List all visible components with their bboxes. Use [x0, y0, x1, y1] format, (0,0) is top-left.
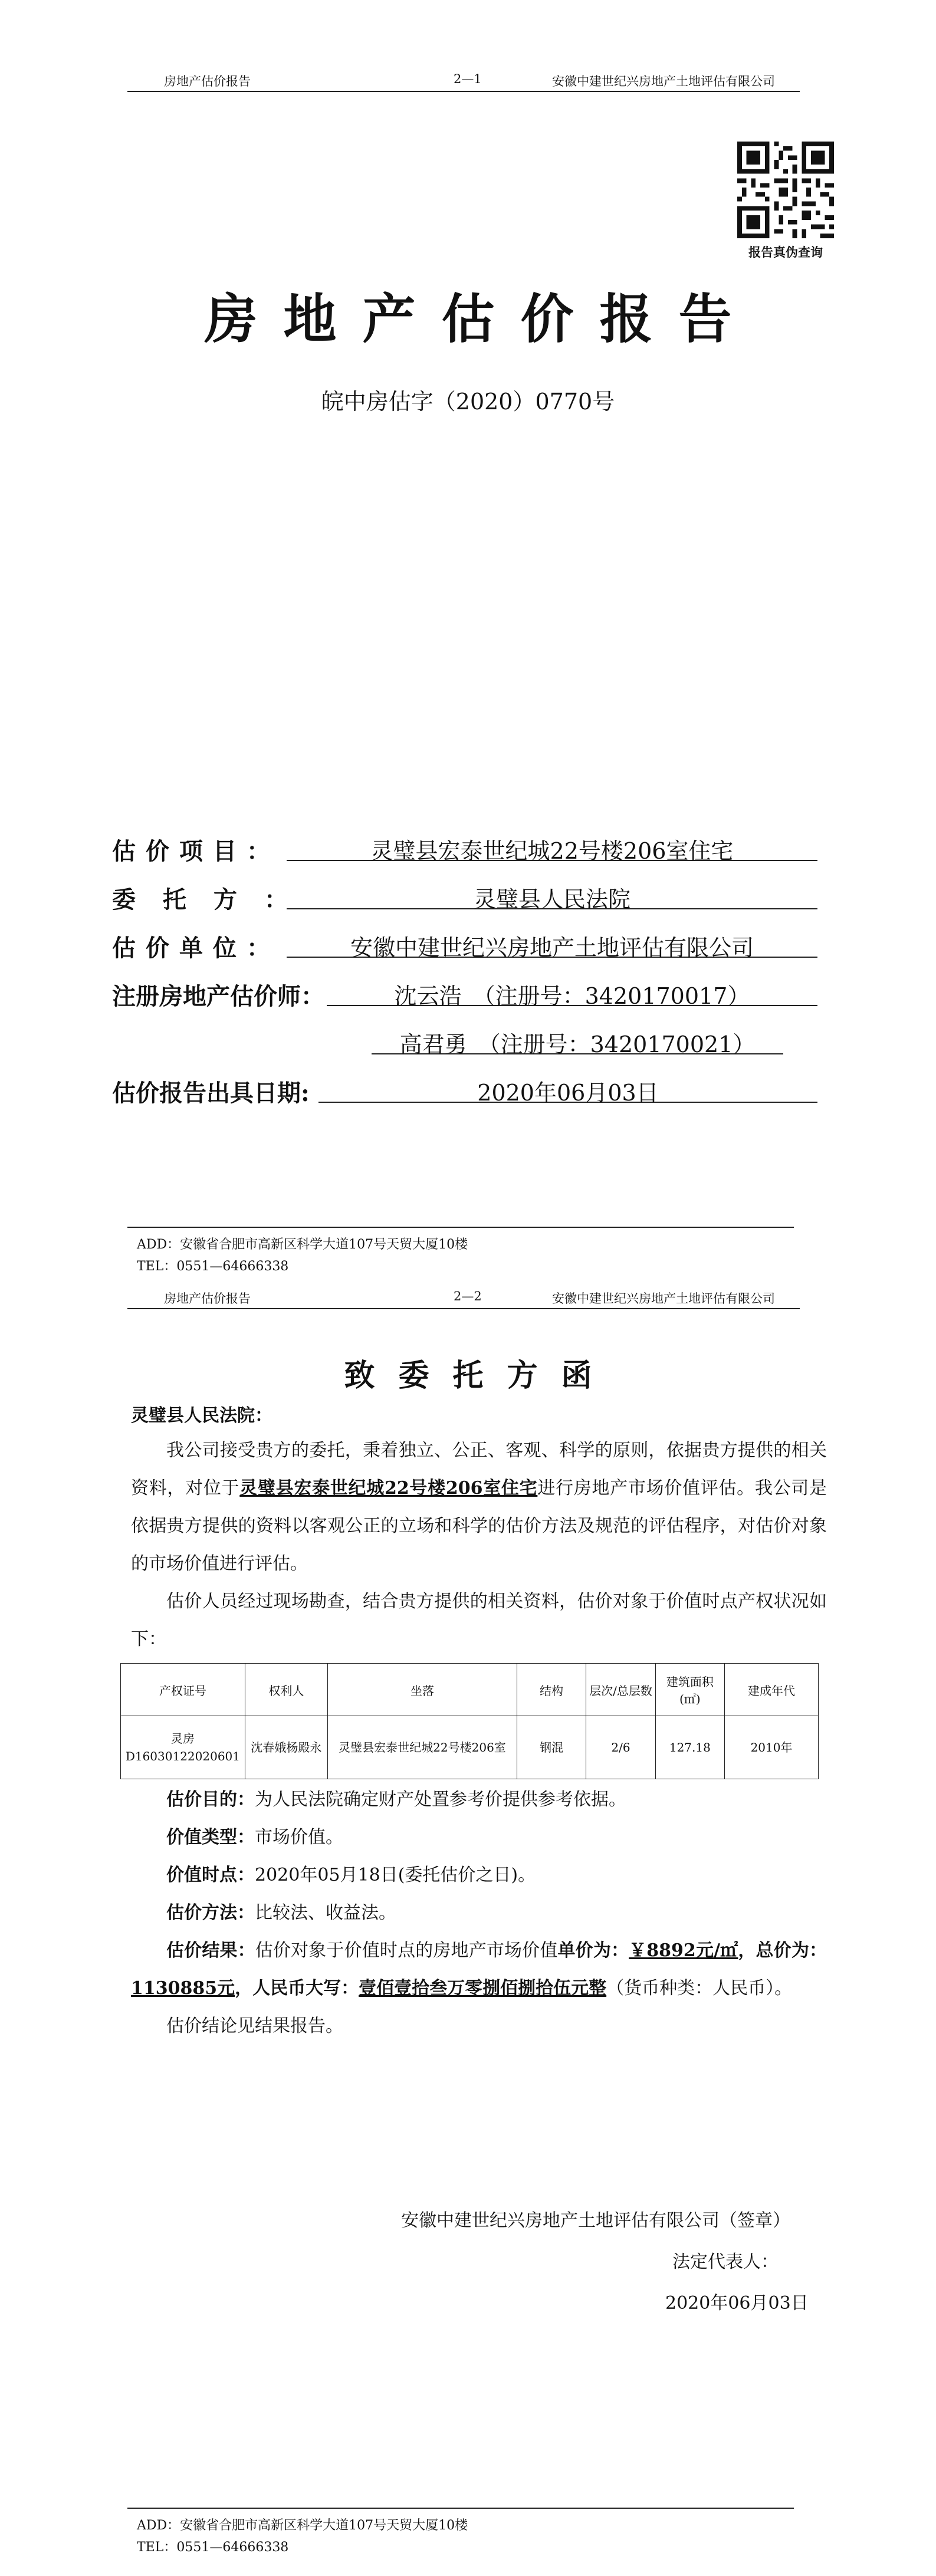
- year-built-cell: 2010年: [725, 1716, 819, 1779]
- footer: [137, 1234, 468, 1277]
- p1-property-address: 灵璧县宏泰世纪城22号楼206室住宅: [239, 1478, 538, 1499]
- method-value: 比较法、收益法。: [255, 1903, 396, 1923]
- value-type-item: [131, 1819, 827, 1857]
- area-cell: 127.18: [655, 1716, 724, 1779]
- running-header: [127, 70, 800, 92]
- header-page-number: 2—1: [454, 72, 482, 86]
- footer: [137, 2515, 468, 2558]
- footer-divider: [127, 1227, 794, 1228]
- header-company-name: 安徽中建世纪兴房地产土地评估有限公司: [552, 74, 775, 88]
- result-total-price: 1130885元: [131, 1978, 235, 1999]
- location-cell: 灵璧县宏泰世纪城22号楼206室: [328, 1716, 517, 1779]
- result-unit-price: ￥8892元/㎡: [629, 1940, 738, 1961]
- table-header-cell: 权利人: [245, 1664, 327, 1716]
- running-header: [127, 1287, 800, 1309]
- value-time-item: [131, 1857, 827, 1894]
- table-header-cell: 建成年代: [725, 1664, 819, 1716]
- info-label: 估价报告出具日期:: [112, 1079, 310, 1107]
- purpose-label: 估价目的：: [166, 1789, 255, 1810]
- table-row: [121, 1716, 819, 1779]
- value-time-value: 2020年05月18日(委托估价之日)。: [255, 1865, 536, 1885]
- table-header-cell: 建筑面积(㎡): [655, 1664, 724, 1716]
- footer-address: ADD：安徽省合肥市高新区科学大道107号天贸大厦10楼: [137, 1237, 468, 1252]
- result-item: [131, 1932, 827, 2007]
- header-company-name: 安徽中建世纪兴房地产土地评估有限公司: [552, 1292, 775, 1306]
- method-label: 估价方法：: [166, 1903, 255, 1923]
- method-item: [131, 1894, 827, 1932]
- info-value: 2020年06月03日: [318, 1075, 817, 1103]
- info-value: 沈云浩 （注册号：3420170017）: [327, 978, 817, 1006]
- footer-tel: TEL：0551—64666338: [137, 1259, 289, 1274]
- info-value: 安徽中建世纪兴房地产土地评估有限公司: [287, 929, 817, 958]
- result-text-a: 估价对象于价值时点的房地产市场价值: [255, 1940, 558, 1961]
- qr-code-icon[interactable]: [737, 142, 834, 238]
- cert-number-cell: 灵房D16030122020601: [121, 1716, 245, 1779]
- result-rmb-label: ，人民币大写：: [235, 1978, 359, 1999]
- letter-paragraph-1: [131, 1432, 827, 1583]
- result-currency-note: （货币种类：人民币）。: [606, 1978, 793, 1999]
- header-report-name: 房地产估价报告: [164, 74, 251, 88]
- table-header-cell: 产权证号: [121, 1664, 245, 1716]
- header-page-number: 2—2: [454, 1289, 482, 1303]
- footer-address: ADD：安徽省合肥市高新区科学大道107号天贸大厦10楼: [137, 2518, 468, 2533]
- result-label: 估价结果：: [166, 1940, 255, 1961]
- value-time-label: 价值时点：: [166, 1865, 255, 1885]
- purpose-item: [131, 1781, 827, 1819]
- table-header-row: [121, 1664, 819, 1716]
- info-label: 估价单位：: [112, 934, 280, 962]
- report-number: 皖中房估字（2020）0770号: [321, 389, 615, 415]
- signature-legal-rep: 法定代表人：: [672, 2252, 779, 2272]
- info-value: 灵璧县宏泰世纪城22号楼206室住宅: [287, 833, 817, 861]
- result-rmb-words: 壹佰壹拾叁万零捌佰捌拾伍元整: [359, 1978, 607, 1999]
- owner-cell: 沈春娥杨殿永: [245, 1716, 327, 1779]
- header-report-name: 房地产估价报告: [164, 1292, 251, 1306]
- info-value: 灵璧县人民法院: [287, 881, 817, 909]
- footer-divider: [127, 2508, 794, 2509]
- info-label: 委托方：: [112, 886, 315, 914]
- table-header-cell: 结构: [517, 1664, 586, 1716]
- signature-date: 2020年06月03日: [665, 2293, 809, 2314]
- letter-paragraph-2: 估价人员经过现场勘查，结合贵方提供的相关资料，估价对象于价值时点产权状况如下：: [131, 1591, 827, 1650]
- qr-caption: 报告真伪查询: [748, 245, 823, 259]
- table-header-cell: 坐落: [328, 1664, 517, 1716]
- page-title: 房地产估价报告: [204, 288, 758, 350]
- info-label: 注册房地产估价师：: [112, 983, 324, 1010]
- p1-text-c: 进行房地产市场价值评估。我公司是依据贵方提供的资料以客观公正的立场和科学的估价方法及规范的评估程序，对估价对象的市场价值进行评估。: [131, 1478, 827, 1574]
- result-unit-price-label: 单价为：: [557, 1940, 629, 1961]
- signature-company: 安徽中建世纪兴房地产土地评估有限公司（签章）: [401, 2210, 790, 2231]
- info-value: 高君勇 （注册号：3420170021）: [372, 1026, 783, 1054]
- letter-title: 致委托方函: [344, 1358, 616, 1394]
- floor-cell: 2/6: [586, 1716, 655, 1779]
- table-header-cell: 层次/总层数: [586, 1664, 655, 1716]
- property-table: [120, 1663, 819, 1779]
- value-type-label: 价值类型：: [166, 1827, 255, 1848]
- structure-cell: 钢混: [517, 1716, 586, 1779]
- value-type-value: 市场价值。: [255, 1827, 343, 1848]
- conclusion-item: 估价结论见结果报告。: [166, 2016, 343, 2036]
- p1-text-a: 我公司接受贵方的委托，秉着独立、公正、客观、科学的原则，依据贵方提供的相关资料，对位于: [131, 1440, 827, 1499]
- footer-tel: TEL：0551—64666338: [137, 2540, 289, 2555]
- result-total-label: ，总价为：: [738, 1940, 827, 1961]
- info-label: 估价项目：: [112, 837, 280, 865]
- purpose-value: 为人民法院确定财产处置参考价提供参考依据。: [255, 1789, 626, 1810]
- addressee: 灵璧县人民法院：: [131, 1405, 272, 1426]
